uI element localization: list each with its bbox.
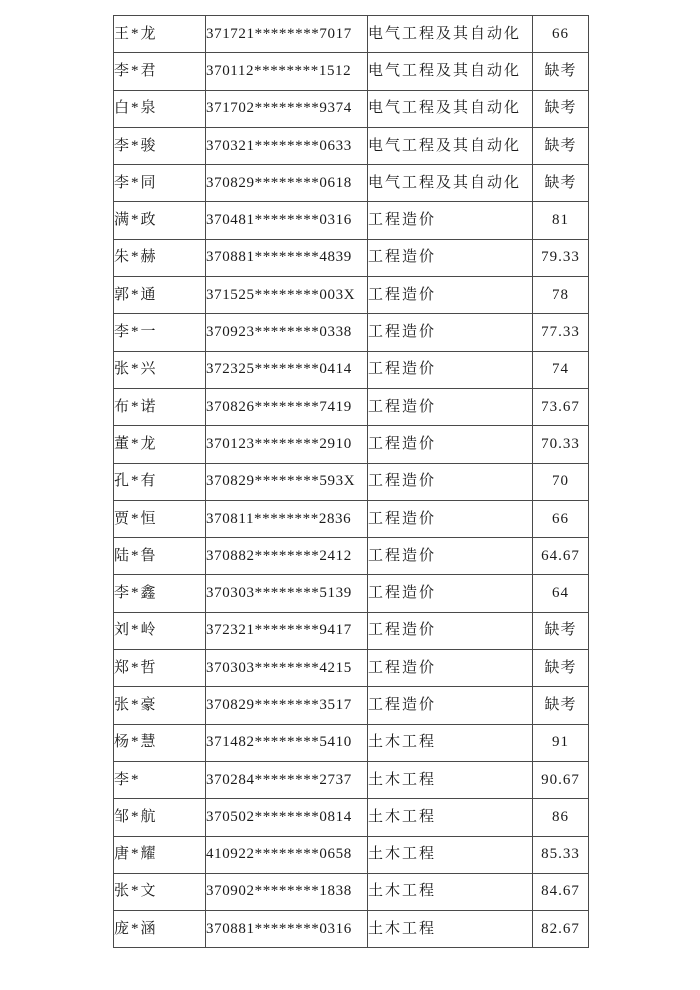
student-name-cell: 唐*耀 bbox=[114, 836, 206, 873]
table-row bbox=[114, 538, 589, 575]
student-name-cell: 李*同 bbox=[114, 165, 206, 202]
student-major-cell: 土木工程 bbox=[368, 836, 533, 873]
results-table-body bbox=[114, 16, 589, 948]
student-id-cell: 370881********4839 bbox=[206, 239, 368, 276]
student-major-cell: 工程造价 bbox=[368, 239, 533, 276]
student-id-cell: 370321********0633 bbox=[206, 127, 368, 164]
student-score-cell: 79.33 bbox=[533, 239, 589, 276]
student-id-cell: 370829********593X bbox=[206, 463, 368, 500]
student-score-cell: 85.33 bbox=[533, 836, 589, 873]
student-id-cell: 370829********3517 bbox=[206, 687, 368, 724]
table-row bbox=[114, 314, 589, 351]
student-name-cell: 张*豪 bbox=[114, 687, 206, 724]
table-row bbox=[114, 761, 589, 798]
student-id-cell: 372321********9417 bbox=[206, 612, 368, 649]
table-row bbox=[114, 911, 589, 948]
student-score-cell: 缺考 bbox=[533, 90, 589, 127]
table-row bbox=[114, 500, 589, 537]
table-row bbox=[114, 351, 589, 388]
student-name-cell: 贾*恒 bbox=[114, 500, 206, 537]
student-major-cell: 工程造价 bbox=[368, 388, 533, 425]
student-score-cell: 64.67 bbox=[533, 538, 589, 575]
student-id-cell: 370303********5139 bbox=[206, 575, 368, 612]
student-major-cell: 工程造价 bbox=[368, 650, 533, 687]
student-score-cell: 缺考 bbox=[533, 650, 589, 687]
student-major-cell: 工程造价 bbox=[368, 575, 533, 612]
student-score-cell: 82.67 bbox=[533, 911, 589, 948]
student-name-cell: 孔*有 bbox=[114, 463, 206, 500]
table-row bbox=[114, 165, 589, 202]
table-row bbox=[114, 90, 589, 127]
student-score-cell: 78 bbox=[533, 277, 589, 314]
student-id-cell: 370826********7419 bbox=[206, 388, 368, 425]
table-row bbox=[114, 575, 589, 612]
student-name-cell: 王*龙 bbox=[114, 16, 206, 53]
student-name-cell: 庞*涵 bbox=[114, 911, 206, 948]
student-id-cell: 370902********1838 bbox=[206, 873, 368, 910]
student-id-cell: 370112********1512 bbox=[206, 53, 368, 90]
table-row bbox=[114, 239, 589, 276]
student-score-cell: 64 bbox=[533, 575, 589, 612]
student-name-cell: 李*鑫 bbox=[114, 575, 206, 612]
student-name-cell: 郭*通 bbox=[114, 277, 206, 314]
student-major-cell: 电气工程及其自动化 bbox=[368, 90, 533, 127]
student-score-cell: 缺考 bbox=[533, 165, 589, 202]
table-row bbox=[114, 127, 589, 164]
table-row bbox=[114, 650, 589, 687]
student-major-cell: 工程造价 bbox=[368, 202, 533, 239]
student-id-cell: 370882********2412 bbox=[206, 538, 368, 575]
student-id-cell: 410922********0658 bbox=[206, 836, 368, 873]
student-major-cell: 工程造价 bbox=[368, 277, 533, 314]
student-id-cell: 371702********9374 bbox=[206, 90, 368, 127]
student-name-cell: 白*泉 bbox=[114, 90, 206, 127]
student-major-cell: 电气工程及其自动化 bbox=[368, 127, 533, 164]
student-major-cell: 土木工程 bbox=[368, 724, 533, 761]
student-name-cell: 张*兴 bbox=[114, 351, 206, 388]
student-id-cell: 370923********0338 bbox=[206, 314, 368, 351]
table-row bbox=[114, 836, 589, 873]
student-major-cell: 工程造价 bbox=[368, 463, 533, 500]
student-major-cell: 电气工程及其自动化 bbox=[368, 165, 533, 202]
table-row bbox=[114, 202, 589, 239]
student-id-cell: 371525********003X bbox=[206, 277, 368, 314]
student-major-cell: 电气工程及其自动化 bbox=[368, 16, 533, 53]
student-score-cell: 70.33 bbox=[533, 426, 589, 463]
student-id-cell: 371482********5410 bbox=[206, 724, 368, 761]
table-row bbox=[114, 16, 589, 53]
student-name-cell: 刘*岭 bbox=[114, 612, 206, 649]
table-row bbox=[114, 277, 589, 314]
student-id-cell: 370502********0814 bbox=[206, 799, 368, 836]
results-table bbox=[113, 15, 589, 948]
student-name-cell: 朱*赫 bbox=[114, 239, 206, 276]
student-id-cell: 370123********2910 bbox=[206, 426, 368, 463]
student-score-cell: 70 bbox=[533, 463, 589, 500]
student-major-cell: 土木工程 bbox=[368, 761, 533, 798]
student-name-cell: 李*君 bbox=[114, 53, 206, 90]
student-major-cell: 工程造价 bbox=[368, 687, 533, 724]
student-major-cell: 工程造价 bbox=[368, 314, 533, 351]
student-name-cell: 邹*航 bbox=[114, 799, 206, 836]
student-name-cell: 李*骏 bbox=[114, 127, 206, 164]
table-row bbox=[114, 724, 589, 761]
student-score-cell: 86 bbox=[533, 799, 589, 836]
table-row bbox=[114, 388, 589, 425]
student-major-cell: 工程造价 bbox=[368, 538, 533, 575]
student-score-cell: 91 bbox=[533, 724, 589, 761]
student-id-cell: 370284********2737 bbox=[206, 761, 368, 798]
student-major-cell: 土木工程 bbox=[368, 911, 533, 948]
student-name-cell: 李* bbox=[114, 761, 206, 798]
student-score-cell: 缺考 bbox=[533, 127, 589, 164]
student-name-cell: 杨*慧 bbox=[114, 724, 206, 761]
table-row bbox=[114, 463, 589, 500]
student-id-cell: 371721********7017 bbox=[206, 16, 368, 53]
student-major-cell: 工程造价 bbox=[368, 500, 533, 537]
student-score-cell: 缺考 bbox=[533, 612, 589, 649]
student-score-cell: 77.33 bbox=[533, 314, 589, 351]
student-name-cell: 满*政 bbox=[114, 202, 206, 239]
student-major-cell: 工程造价 bbox=[368, 426, 533, 463]
student-score-cell: 90.67 bbox=[533, 761, 589, 798]
student-id-cell: 370811********2836 bbox=[206, 500, 368, 537]
student-major-cell: 工程造价 bbox=[368, 351, 533, 388]
student-score-cell: 84.67 bbox=[533, 873, 589, 910]
table-row bbox=[114, 612, 589, 649]
student-id-cell: 372325********0414 bbox=[206, 351, 368, 388]
student-score-cell: 81 bbox=[533, 202, 589, 239]
student-name-cell: 布*诺 bbox=[114, 388, 206, 425]
student-major-cell: 土木工程 bbox=[368, 873, 533, 910]
student-score-cell: 66 bbox=[533, 16, 589, 53]
table-row bbox=[114, 53, 589, 90]
student-major-cell: 工程造价 bbox=[368, 612, 533, 649]
student-id-cell: 370303********4215 bbox=[206, 650, 368, 687]
student-score-cell: 74 bbox=[533, 351, 589, 388]
student-name-cell: 李*一 bbox=[114, 314, 206, 351]
table-row bbox=[114, 426, 589, 463]
student-score-cell: 66 bbox=[533, 500, 589, 537]
student-id-cell: 370481********0316 bbox=[206, 202, 368, 239]
student-name-cell: 董*龙 bbox=[114, 426, 206, 463]
student-score-cell: 缺考 bbox=[533, 53, 589, 90]
table-row bbox=[114, 873, 589, 910]
student-major-cell: 电气工程及其自动化 bbox=[368, 53, 533, 90]
student-id-cell: 370829********0618 bbox=[206, 165, 368, 202]
student-major-cell: 土木工程 bbox=[368, 799, 533, 836]
student-score-cell: 73.67 bbox=[533, 388, 589, 425]
student-id-cell: 370881********0316 bbox=[206, 911, 368, 948]
table-row bbox=[114, 687, 589, 724]
table-row bbox=[114, 799, 589, 836]
student-score-cell: 缺考 bbox=[533, 687, 589, 724]
student-name-cell: 张*文 bbox=[114, 873, 206, 910]
student-name-cell: 郑*哲 bbox=[114, 650, 206, 687]
student-name-cell: 陆*鲁 bbox=[114, 538, 206, 575]
